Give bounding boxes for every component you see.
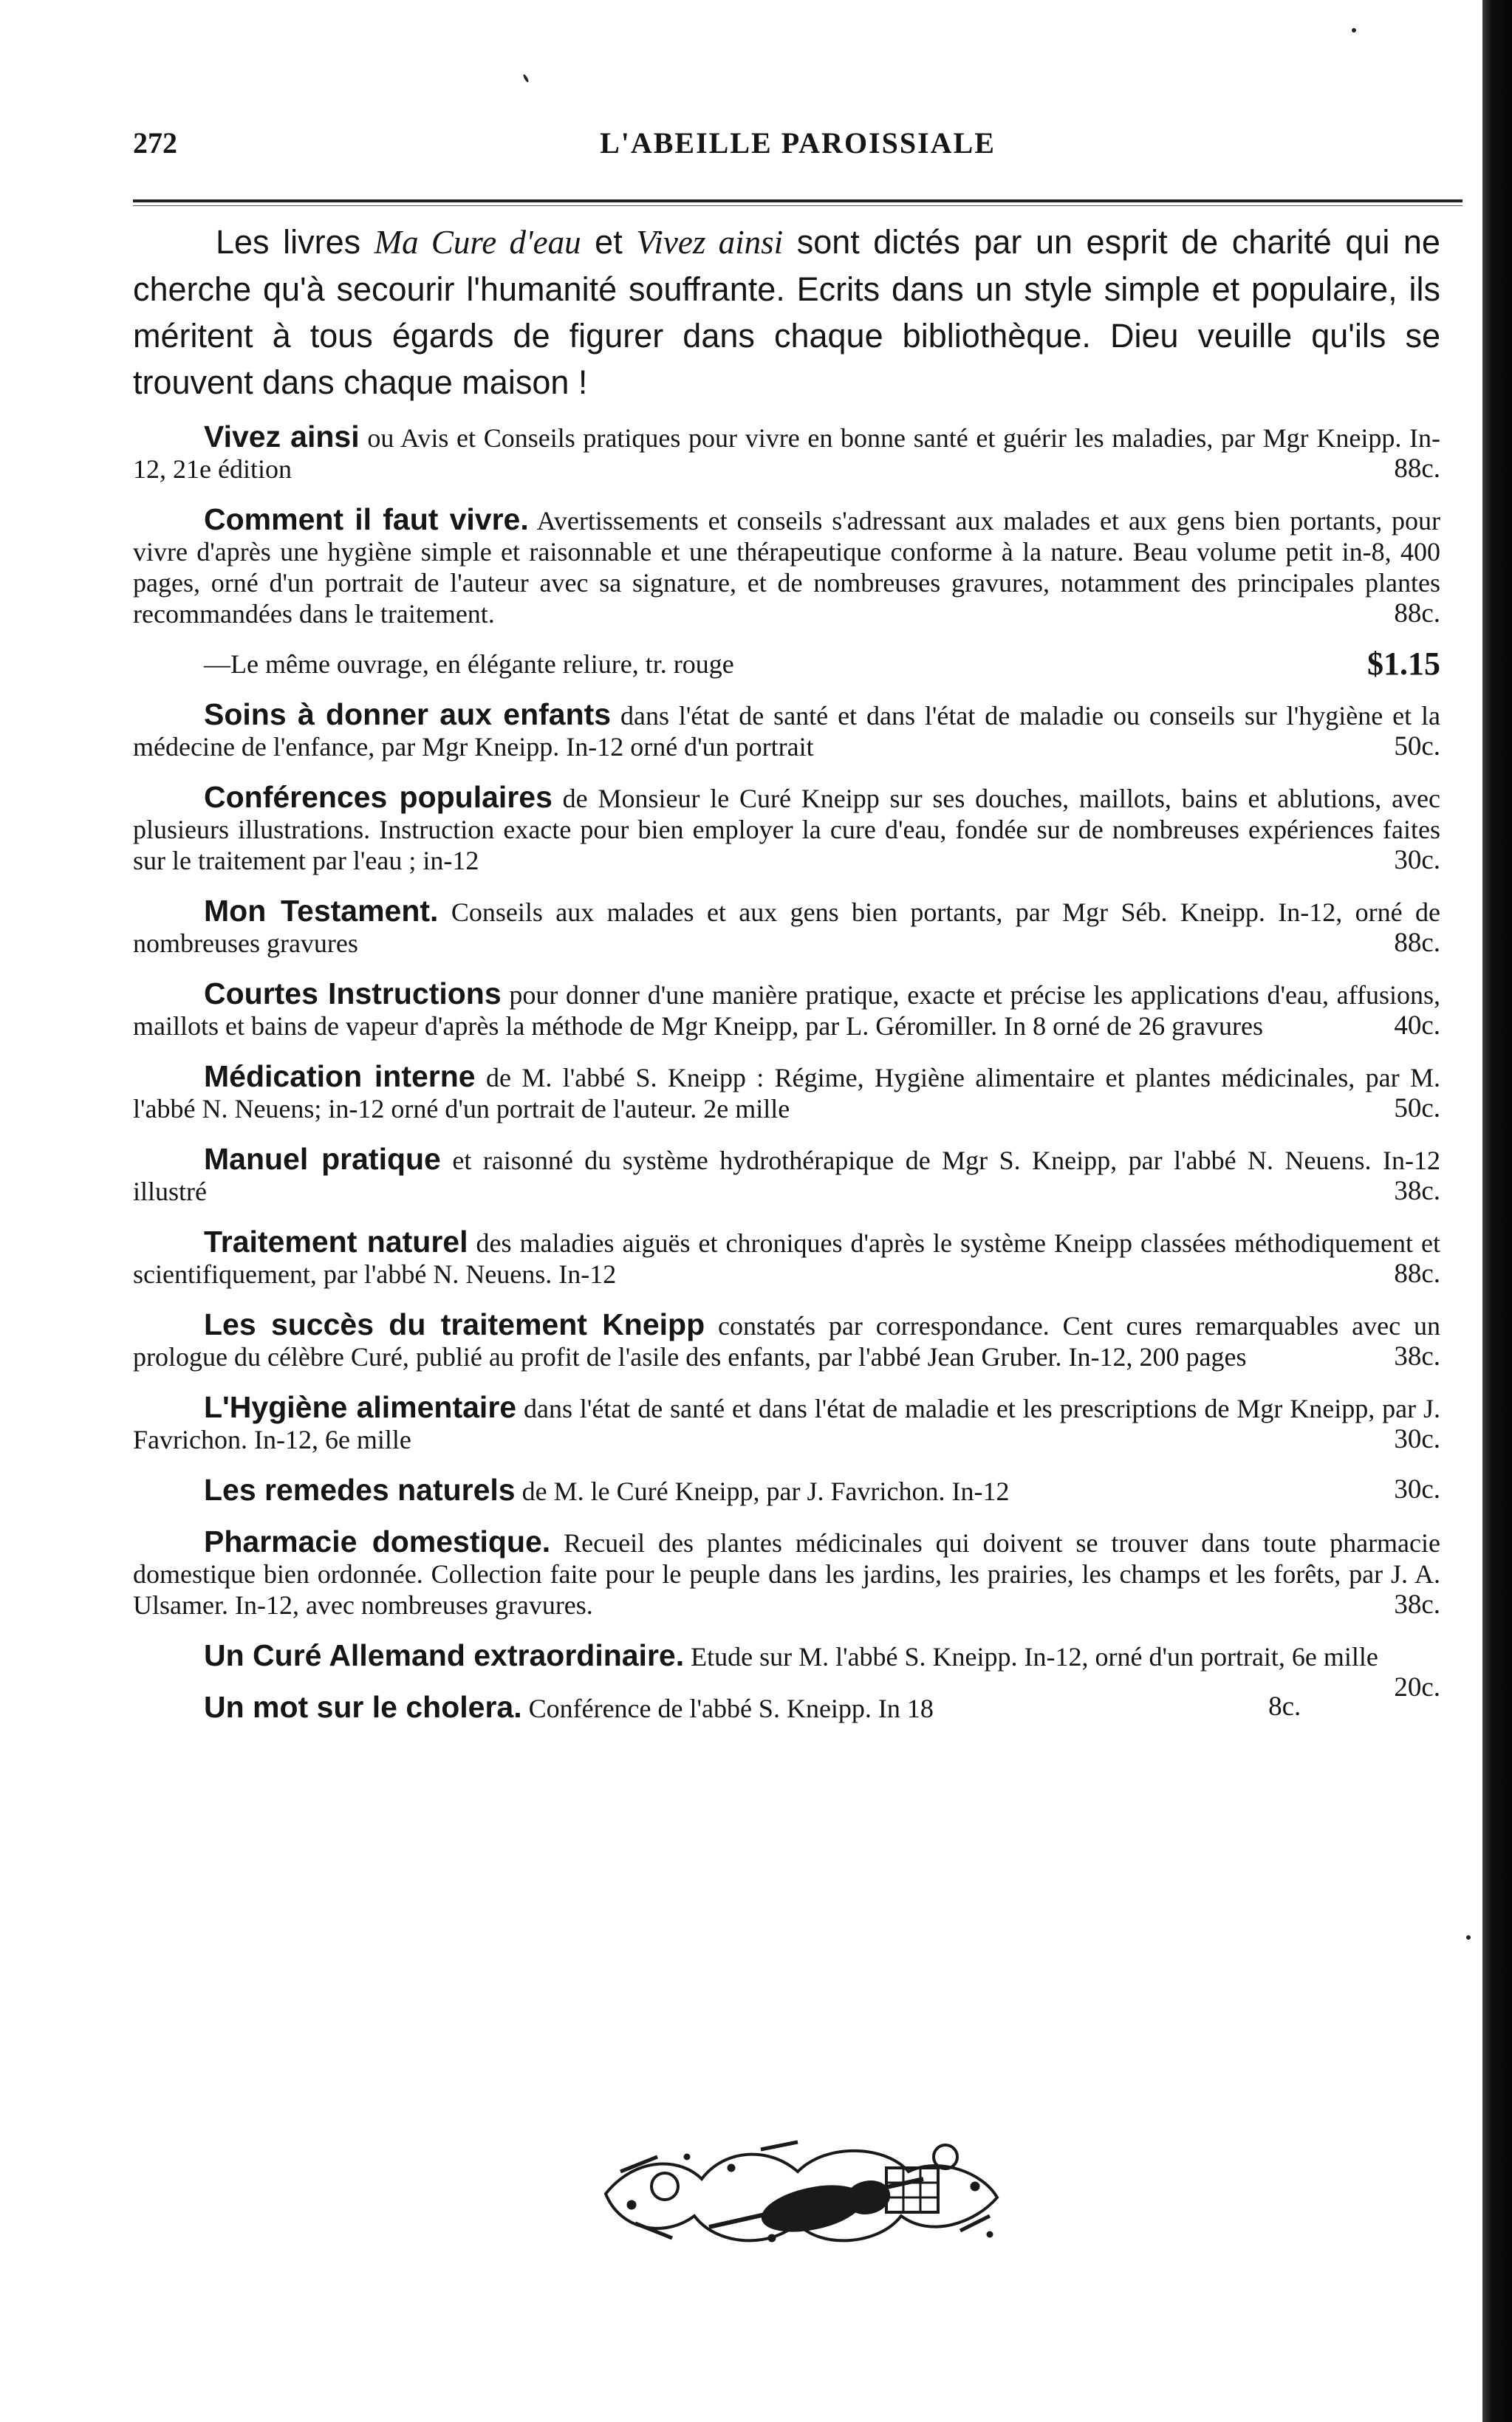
book-title: Comment il faut vivre.: [204, 502, 529, 536]
book-description: constatés par correspondance. Cent cures remarquables avec un prologue du célèbre Curé, publié au profit de l'asile des enfants, par l'abbé Jean Gruber. In-12, 200 pages: [133, 1311, 1440, 1372]
book-description: ou Avis et Conseils pratiques pour vivre en bonne santé et guérir les maladies, par Mgr Kneipp. In-12, 21e édition: [133, 423, 1440, 484]
book-price: 38c.: [1394, 1176, 1440, 1206]
book-title: Pharmacie domestique.: [204, 1525, 551, 1559]
book-price: 20c.: [1394, 1672, 1440, 1703]
musical-instruments-vignette-icon: [576, 2127, 1019, 2260]
book-price: 50c.: [1394, 1093, 1440, 1123]
running-title: L'ABEILLE PAROISSIALE: [600, 126, 996, 160]
print-speck: [522, 74, 529, 83]
book-price: 50c.: [1394, 731, 1440, 762]
book-entry: [133, 504, 1440, 629]
book-description: et raisonné du système hydrothérapique de Mgr S. Kneipp, par l'abbé N. Neuens. In-12 illustré: [133, 1146, 1440, 1206]
book-title: Manuel pratique: [204, 1142, 441, 1176]
print-speck: [1352, 28, 1356, 33]
book-price: 8c.: [1268, 1691, 1301, 1722]
book-entry: [133, 699, 1440, 762]
header-rule-thin: [133, 205, 1463, 206]
book-entry: [133, 1226, 1440, 1290]
book-title: Conférences populaires: [204, 780, 553, 814]
book-price: 88c.: [1394, 928, 1440, 958]
book-price: 30c.: [1394, 1424, 1440, 1454]
book-title: Les succès du traitement Kneipp: [204, 1307, 705, 1341]
page-number: 272: [133, 126, 177, 160]
book-title: Médication interne: [204, 1059, 476, 1093]
book-entry: [133, 1392, 1440, 1455]
book-entry: [133, 1309, 1440, 1372]
intro-text: Les livres: [216, 223, 374, 261]
book-description: pour donner d'une manière pratique, exacte et précise les applications d'eau, affusions, maillots et bains de vapeur d'après la méthode de Mgr Kneipp, par L. Géromiller. In 8 orné de 26 gravures: [133, 980, 1440, 1041]
book-description: de M. l'abbé S. Kneipp : Régime, Hygiène alimentaire et plantes médicinales, par M. l'abbé N. Neuens; in-12 orné d'un portrait de l'auteur. 2e mille: [133, 1063, 1440, 1123]
book-price: 30c.: [1394, 845, 1440, 875]
book-price: 38c.: [1394, 1341, 1440, 1372]
book-description: Etude sur M. l'abbé S. Kneipp. In-12, orné d'un portrait, 6e mille: [684, 1642, 1378, 1672]
header-rule: [133, 199, 1463, 202]
book-description: Conseils aux malades et aux gens bien portants, par Mgr Séb. Kneipp. In-12, orné de nombreuses gravures: [133, 897, 1440, 958]
intro-text: et: [581, 223, 637, 261]
book-price: 88c.: [1394, 454, 1440, 484]
book-price: 88c.: [1394, 598, 1440, 629]
intro-book-title: Vivez ainsi: [636, 224, 784, 261]
book-title: Traitement naturel: [204, 1225, 468, 1259]
page-header: [133, 126, 1463, 170]
book-entry: [133, 781, 1440, 876]
book-list: [133, 421, 1440, 1743]
book-description: Conférence de l'abbé S. Kneipp. In 18: [521, 1694, 934, 1723]
book-price: 38c.: [1394, 1590, 1440, 1620]
book-entry: [133, 1638, 1440, 1703]
book-price: 30c.: [1394, 1474, 1440, 1505]
intro-text: sont dictés par un esprit de charité qui ne cherche qu'à secourir l'humanité souffrante. Ecrits dans un style simple et populaire, ils méritent à tous égards de figurer dans chaque bibliothèque. Dieu veuille qu'ils se trouvent dans chaque maison !: [133, 223, 1440, 401]
book-description: dans l'état de santé et dans l'état de maladie ou conseils sur l'hygiène et la médecine de l'enfance, par Mgr Kneipp. In-12 orné d'un portrait: [133, 701, 1441, 762]
book-description: —Le même ouvrage, en élégante reliure, tr. rouge: [204, 649, 734, 679]
book-entry: [133, 646, 1440, 682]
book-title: Les remedes naturels: [204, 1473, 516, 1507]
book-title: L'Hygiène alimentaire: [204, 1390, 517, 1424]
page-binding-edge: [1482, 0, 1512, 2422]
book-description: dans l'état de santé et dans l'état de maladie et les prescriptions de Mgr Kneipp, par J. Favrichon. In-12, 6e mille: [133, 1394, 1440, 1454]
book-description: Recueil des plantes médicinales qui doivent se trouver dans toute pharmacie domestique bien ordonnée. Collection faite pour le peuple dans les jardins, les prairies, les champs et les forêts, par J. A. Ulsamer. In-12, avec nombreuses gravures.: [133, 1528, 1440, 1620]
book-entry: [133, 1691, 1440, 1724]
book-entry: [133, 1061, 1440, 1124]
book-entry: [133, 895, 1440, 959]
print-speck: [1466, 1935, 1471, 1940]
book-description: de M. le Curé Kneipp, par J. Favrichon. In-12: [515, 1477, 1010, 1506]
book-description: des maladies aiguës et chroniques d'après le système Kneipp classées méthodiquement et scientifiquement, par l'abbé N. Neuens. In-12: [133, 1228, 1440, 1289]
book-title: Un mot sur le cholera.: [204, 1690, 522, 1724]
intro-paragraph: [133, 219, 1440, 406]
book-price: 40c.: [1394, 1010, 1440, 1041]
book-title: Courtes Instructions: [204, 976, 502, 1010]
book-title: Mon Testament.: [204, 894, 439, 928]
book-entry: [133, 1143, 1440, 1207]
book-entry: [133, 1526, 1440, 1621]
intro-book-title: Ma Cure d'eau: [374, 224, 581, 261]
book-description: de Monsieur le Curé Kneipp sur ses douches, maillots, bains et ablutions, avec plusieurs illustrations. Instruction exacte pour bien employer la cure d'eau, fondée sur de nombreuses expériences faites sur le traitement par l'eau ; in-12: [133, 784, 1440, 875]
book-title: Un Curé Allemand extraordinaire.: [204, 1638, 685, 1672]
book-entry: [133, 1474, 1440, 1507]
book-price: 88c.: [1394, 1259, 1440, 1289]
book-description: Avertissements et conseils s'adressant aux malades et aux gens bien portants, pour vivre d'après une hygiène simple et raisonnable et une thérapeutique conforme à la nature. Beau volume petit in-8, 400 pages, orné d'un portrait de l'auteur avec sa signature, et de nombreuses gravures, notamment des principales plantes recommandées dans le traitement.: [133, 506, 1440, 629]
book-title: Vivez ainsi: [204, 420, 360, 454]
book-title: Soins à donner aux enfants: [204, 697, 612, 731]
book-entry: [133, 421, 1440, 485]
book-entry: [133, 978, 1440, 1041]
book-price: $1.15: [1367, 646, 1440, 682]
